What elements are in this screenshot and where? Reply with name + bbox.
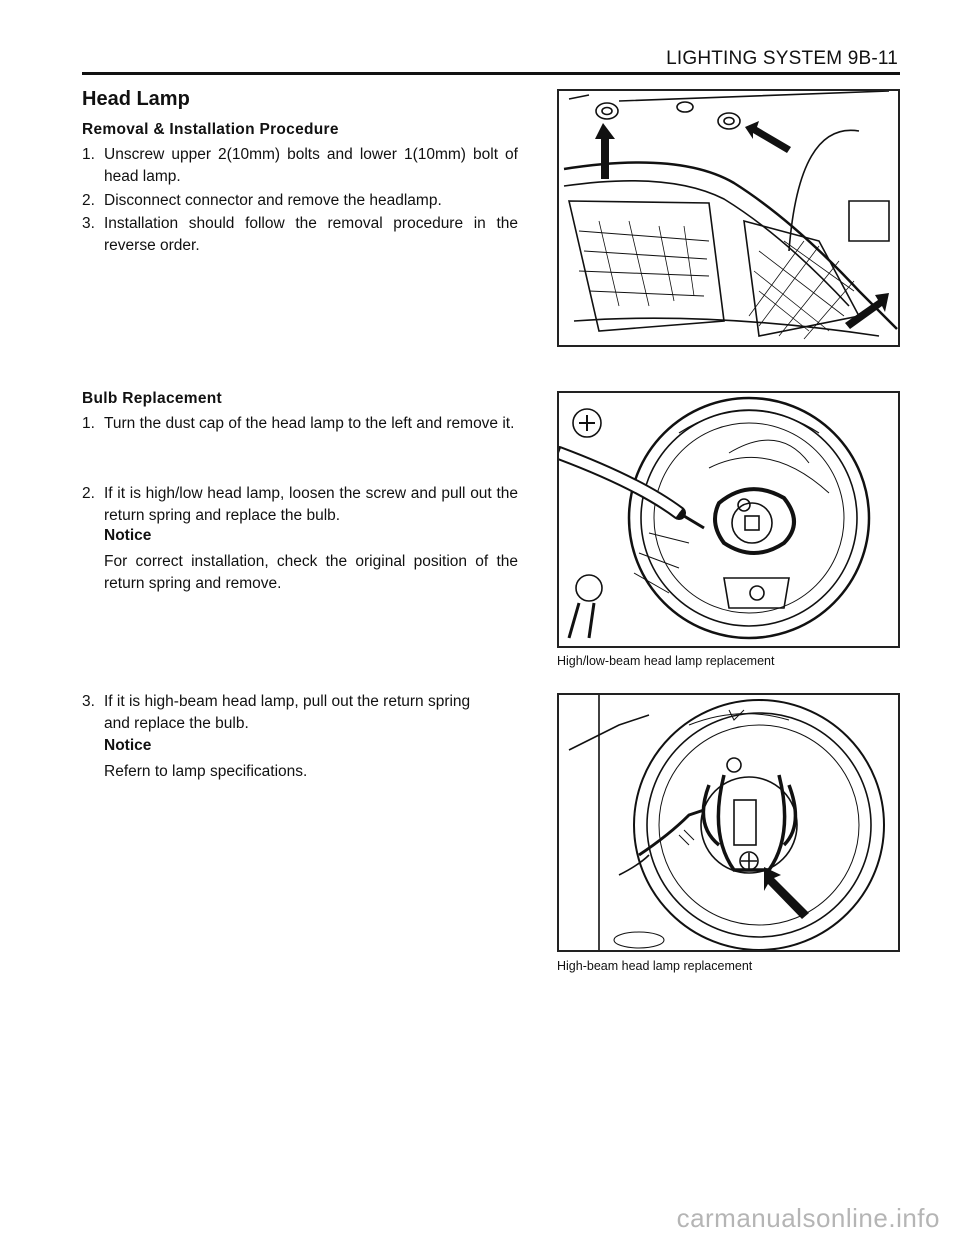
step-number: 1. [82,415,95,432]
step-number: 3. [82,215,95,232]
high-beam-figure [557,693,900,952]
bulb-replacement-title: Bulb Replacement [82,390,223,407]
bulb-step-2 [82,483,518,527]
step-text: If it is high-beam head lamp, pull out the return spring and replace the bulb. [104,693,471,732]
bulb-step-3 [82,691,482,735]
figure-caption-high-beam: High-beam head lamp replacement [557,959,753,973]
section-heading: Head Lamp [82,88,190,110]
high-beam-drawing [559,695,898,950]
step-text: Unscrew upper 2(10mm) bolts and lower 1(10mm) bolt of head lamp. [104,146,518,185]
bulb-step-2-notice-label: Notice [104,527,152,544]
step-text: Turn the dust cap of the head lamp to the left and remove it. [104,415,515,432]
bulb-step-1 [82,413,518,435]
removal-procedure-title: Removal & Installation Procedure [82,121,339,138]
headlamp-bolts-drawing [559,91,898,345]
removal-step-2 [82,190,518,212]
step-text: Installation should follow the removal procedure in the reverse order. [104,215,518,254]
watermark: carmanualsonline.info [676,1203,940,1233]
step-text: Disconnect connector and remove the headlamp. [104,192,442,209]
bulb-step-3-notice-text: Refern to lamp specifications. [104,763,308,780]
step-number: 2. [82,192,95,209]
step-number: 2. [82,485,95,502]
bulb-step-3-notice-label: Notice [104,737,152,754]
removal-step-3 [82,213,518,257]
high-low-beam-figure [557,391,900,648]
figure-caption-high-low: High/low-beam head lamp replacement [557,654,775,668]
bulb-step-2-notice-text: For correct installation, check the original position of the return spring and remove. [104,553,518,592]
high-low-beam-drawing [559,393,898,646]
page-header-title: LIGHTING SYSTEM 9B-11 [666,48,898,69]
step-number: 3. [82,693,95,710]
step-number: 1. [82,146,95,163]
removal-step-1 [82,144,518,188]
headlamp-bolts-figure [557,89,900,347]
step-text: If it is high/low head lamp, loosen the screw and pull out the return spring and replace the bulb. [104,485,518,524]
header-rule [82,72,900,75]
